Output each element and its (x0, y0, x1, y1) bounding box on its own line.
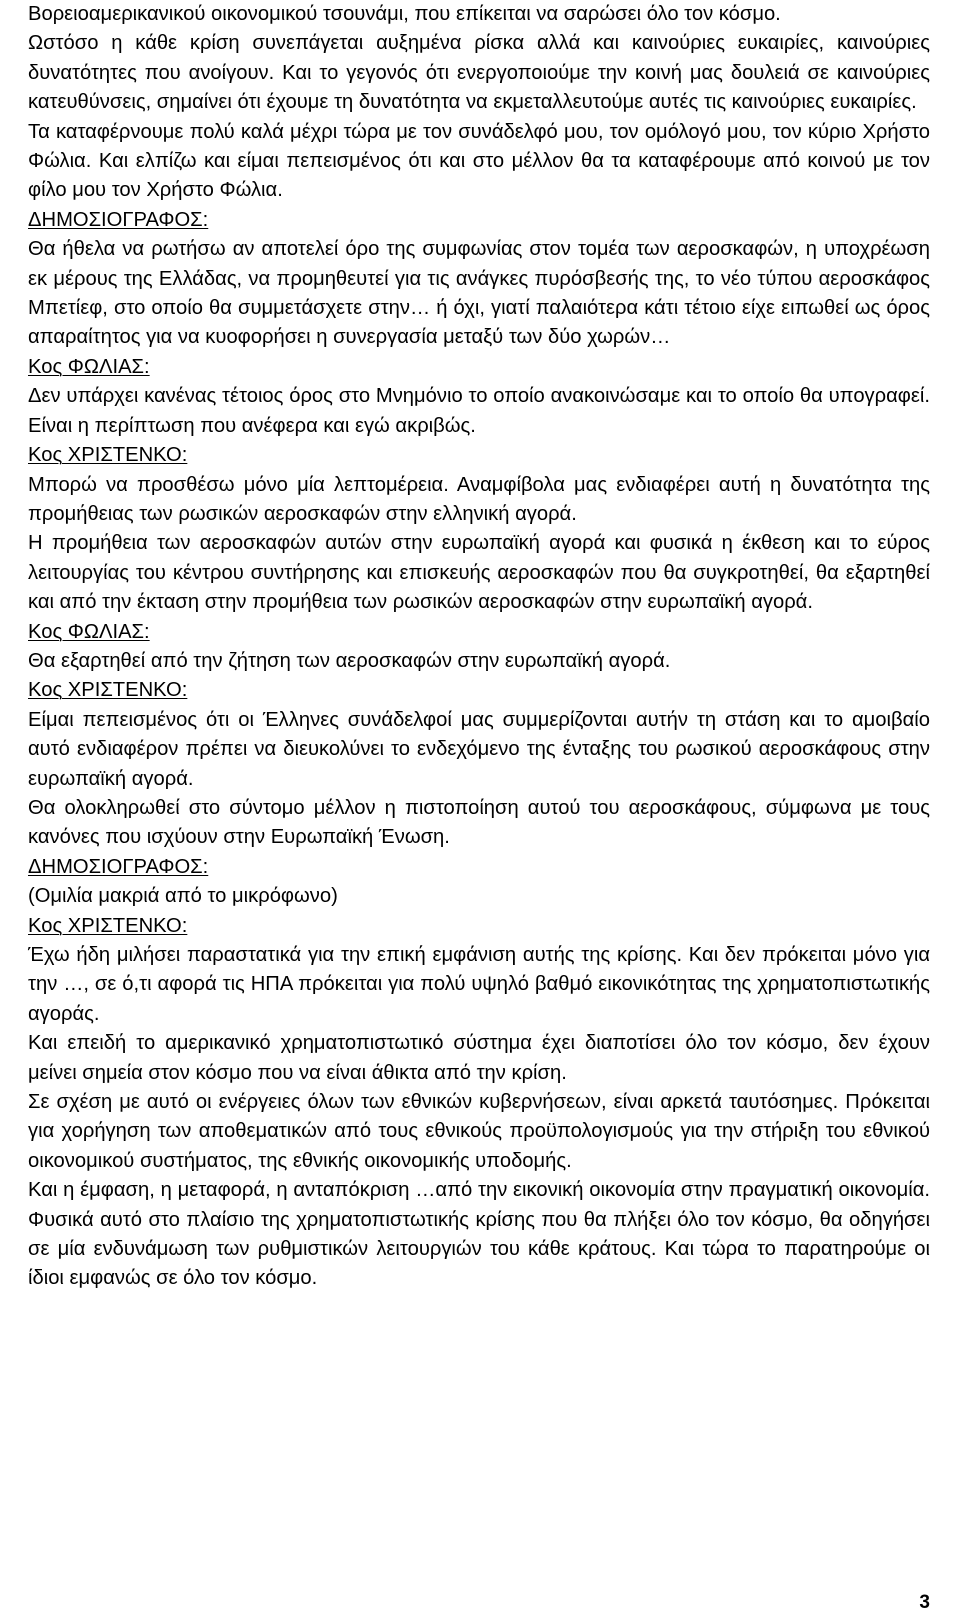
paragraph: Τα καταφέρνουμε πολύ καλά μέχρι τώρα με τον συνάδελφό μου, τον ομόλογό μου, τον κύριο Χρήστο Φώλια. Και ελπίζω και είμαι πεπεισμένος ότι και στο μέλλον θα τα καταφέρουμε από κοινού με τον φίλο μου τον Χρήστο Φώλια. (28, 120, 930, 202)
paragraph: Η προμήθεια των αεροσκαφών αυτών στην ευρωπαϊκή αγορά και φυσικά η έκθεση και το εύρος λειτουργίας του κέντρου συντήρησης και επισκευής αεροσκαφών που θα συγκροτηθεί, θα εξαρτηθεί και από την έκταση στην προμήθεια των ρωσικών αεροσκαφών στην ευρωπαϊκή αγορά. (28, 532, 930, 614)
paragraph: (Ομιλία μακριά από το μικρόφωνο) (28, 885, 338, 908)
paragraph: Θα ολοκληρωθεί στο σύντομο μέλλον η πιστοποίηση αυτού του αεροσκάφους, σύμφωνα με τους κανόνες που ισχύουν στην Ευρωπαϊκή Ένωση. (28, 796, 930, 849)
speaker-label: Κος ΦΩΛΙΑΣ: (28, 355, 150, 378)
paragraph: Ωστόσο η κάθε κρίση συνεπάγεται αυξημένα ρίσκα αλλά και καινούριες ευκαιρίες, καινούριες δυνατότητες που ανοίγουν. Και το γεγονός ότι ενεργοποιούμε την κοινή μας δουλειά σε καινούριες κατευθύνσεις, σημαίνει ότι έχουμε τη δυνατότητα να εκμεταλλευτούμε αυτές τις καινούριες ευκαιρίες. (28, 32, 930, 114)
speaker-label: Κος ΧΡΙΣΤΕΝΚΟ: (28, 444, 188, 467)
paragraph: Θα εξαρτηθεί από την ζήτηση των αεροσκαφών στην ευρωπαϊκή αγορά. (28, 649, 671, 672)
speaker-label: Κος ΧΡΙΣΤΕΝΚΟ: (28, 914, 188, 937)
speaker-label: ΔΗΜΟΣΙΟΓΡΑΦΟΣ: (28, 208, 209, 231)
paragraph: Είμαι πεπεισμένος ότι οι Έλληνες συνάδελφοί μας συμμερίζονται αυτήν τη στάση και το αμοιβαίο αυτό ενδιαφέρον πρέπει να διευκολύνει το ενδεχόμενο της ένταξης του ρωσικού αεροσκάφους στην ευρωπαϊκή αγορά. (28, 708, 930, 790)
paragraph: Βορειοαμερικανικού οικονομικού τσουνάμι, που επίκειται να σαρώσει όλο τον κόσμο. (28, 3, 781, 25)
paragraph: Σε σχέση με αυτό οι ενέργειες όλων των εθνικών κυβερνήσεων, είναι αρκετά ταυτόσημες. Πρόκειται για χορήγηση των αποθεματικών από τους εθνικούς προϋπολογισμούς για την στήριξη του εθνικού οικονομικού συστήματος, της εθνικής οικονομικής υποδομής. (28, 1091, 930, 1172)
speaker-label: ΔΗΜΟΣΙΟΓΡΑΦΟΣ: (28, 855, 209, 878)
document-body (28, 0, 930, 1294)
speaker-label: Κος ΦΩΛΙΑΣ: (28, 620, 150, 643)
paragraph: Μπορώ να προσθέσω μόνο μία λεπτομέρεια. Αναμφίβολα μας ενδιαφέρει αυτή η δυνατότητα της προμήθειας των ρωσικών αεροσκαφών στην ελληνική αγορά. (28, 473, 930, 525)
speaker-label: Κος ΧΡΙΣΤΕΝΚΟ: (28, 679, 188, 702)
page-number: 3 (919, 1592, 930, 1613)
paragraph: Και επειδή το αμερικανικό χρηματοπιστωτικό σύστημα έχει διαποτίσει όλο τον κόσμο, δεν έχουν μείνει σημεία στον κόσμο που να είναι άθικτα από την κρίση. (28, 1032, 930, 1084)
paragraph: Δεν υπάρχει κανένας τέτοιος όρος στο Μνημόνιο το οποίο ανακοινώσαμε και το οποίο θα υπογραφεί. Είναι η περίπτωση που ανέφερα και εγώ ακριβώς. (28, 385, 930, 437)
paragraph: Θα ήθελα να ρωτήσω αν αποτελεί όρο της συμφωνίας στον τομέα των αεροσκαφών, η υποχρέωση εκ μέρους της Ελλάδας, να προμηθευτεί για τις ανάγκες πυρόσβεσής της, το νέο τύπου αεροσκάφος Μπετίεφ, στο οποίο θα συμμετάσχετε στην… ή όχι, γιατί παλαιότερα κάτι τέτοιο είχε ειπωθεί ως όρος απαραίτητος για να κυοφορήσει η συνεργασία μεταξύ των δύο χωρών… (28, 238, 930, 349)
paragraph: Έχω ήδη μιλήσει παραστατικά για την επική εμφάνιση αυτής της κρίσης. Και δεν πρόκειται μόνο για την …, σε ό,τι αφορά τις ΗΠΑ πρόκειται για πολύ υψηλό βαθμό εικονικότητας της χρηματοπιστωτικής αγοράς. (28, 944, 930, 1025)
paragraph: Και η έμφαση, η μεταφορά, η ανταπόκριση …από την εικονική οικονομία στην πραγματική οικονομία. Φυσικά αυτό στο πλαίσιο της χρηματοπιστωτικής κρίσης που θα πλήξει όλο τον κόσμο, θα οδηγήσει σε μία ενδυνάμωση των ρυθμιστικών λειτουργιών του κάθε κράτους. Και τώρα το παρατηρούμε οι ίδιοι εμφανώς σε όλο τον κόσμο. (28, 1179, 930, 1290)
